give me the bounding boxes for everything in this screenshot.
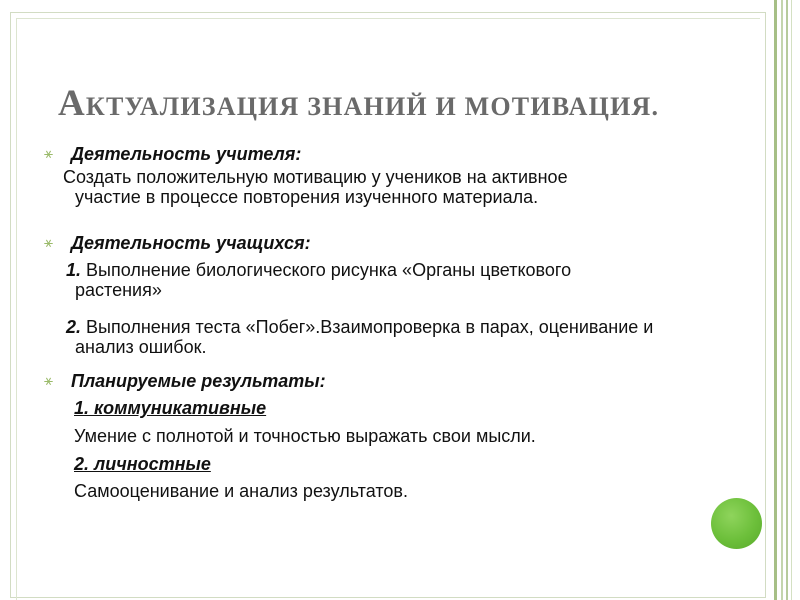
result-text <box>44 481 684 507</box>
section-heading: Деятельность учителя: <box>71 144 302 164</box>
right-rail <box>791 0 792 600</box>
section-teacher <box>44 144 684 167</box>
title-rest: КТУАЛИЗАЦИЯ ЗНАНИЙ И МОТИВАЦИЯ. <box>85 92 660 121</box>
right-rail <box>774 0 777 600</box>
item-text: Выполнения теста «Побег».Взаимопроверка в парах, оценивание и анализ ошибок. <box>75 317 654 357</box>
section-heading: Планируемые результаты: <box>71 371 326 391</box>
list-item <box>44 317 684 371</box>
result-text <box>44 426 684 454</box>
result-description: Самооценивание и анализ результатов. <box>74 481 408 501</box>
section-results <box>44 371 684 398</box>
result-description: Умение с полнотой и точностью выражать свои мысли. <box>74 426 536 446</box>
decorative-circle <box>711 498 762 549</box>
right-rail <box>786 0 788 600</box>
student-item-2 <box>66 317 675 357</box>
result-label <box>44 454 684 481</box>
item-number: 1. <box>66 260 82 280</box>
section-students <box>44 233 684 260</box>
result-label <box>44 398 684 426</box>
result-label-text: 2. личностные <box>74 454 211 474</box>
right-rail <box>781 0 783 600</box>
slide-content <box>44 144 684 507</box>
item-number: 2. <box>66 317 82 337</box>
list-item <box>44 260 684 317</box>
bullet-icon: ⚹ <box>44 145 54 162</box>
slide-title <box>58 82 659 125</box>
student-item-1 <box>66 260 615 300</box>
teacher-text: Создать положительную мотивацию у учеников на активное участие в процессе повторения изученного материала. <box>63 167 568 207</box>
bullet-icon: ⚹ <box>44 234 54 251</box>
result-label-text: 1. коммуникативные <box>74 398 267 418</box>
section-heading: Деятельность учащихся: <box>71 233 311 253</box>
item-text: Выполнение биологического рисунка «Органы цветкового растения» <box>75 260 572 300</box>
section-text <box>44 167 684 233</box>
bullet-icon: ⚹ <box>44 372 54 389</box>
title-initial: А <box>58 83 86 124</box>
